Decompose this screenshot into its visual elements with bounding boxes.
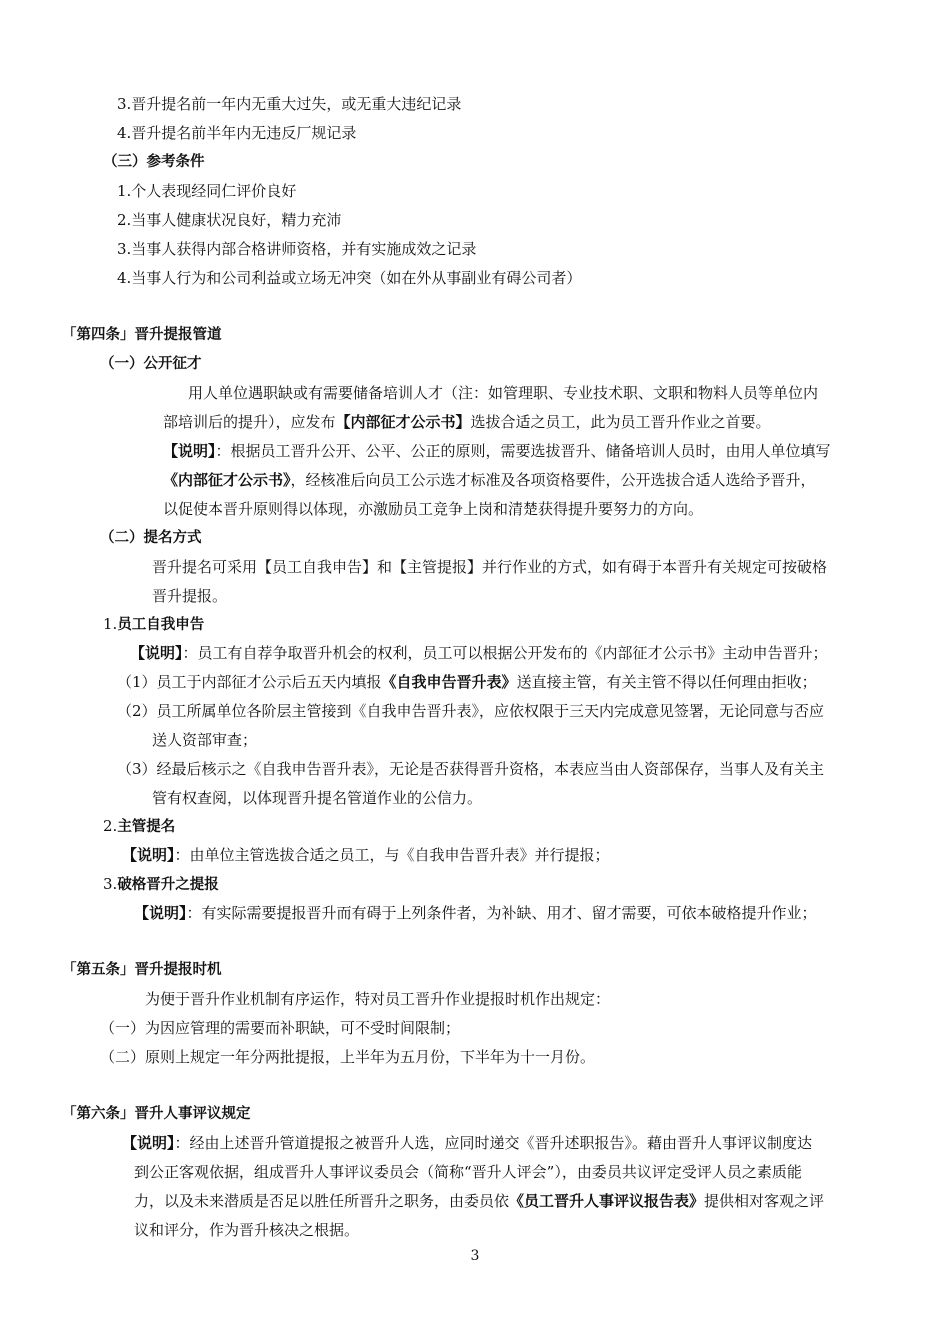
reference-conditions-heading: （三）参考条件 — [103, 154, 205, 170]
notice-doc-name: 【内部征才公示书】 — [335, 413, 471, 431]
note-label: 【说明】 — [122, 846, 175, 864]
note-label: 【说明】 — [122, 1134, 175, 1152]
article-4-title: 「第四条」晋升提报管道 — [62, 327, 222, 343]
supervisor-note — [122, 845, 610, 865]
note-label: 【说明】 — [163, 442, 216, 460]
nomination-line1: 晋升提名可采用【员工自我申告】和【主管提报】并行作业的方式，如有碍于本晋升有关规定可按破格 — [152, 558, 828, 576]
note-text: ：员工有自荐争取晋升机会的权利，员工可以根据公开发布的《内部征才公示书》主动申告晋升； — [182, 644, 828, 662]
open-recruit-note-line3: 以促使本晋升原则得以体现，亦激励员工竞争上岗和清楚获得提升要努力的方向。 — [163, 500, 704, 518]
article-6-line4: 议和评分，作为晋升核决之根据。 — [134, 1221, 360, 1239]
exceptional-note — [134, 903, 817, 923]
review-form-name: 《员工晋升人事评议报告表》 — [509, 1192, 705, 1210]
supervisor-title: 主管提名 — [117, 819, 176, 835]
item-text-end: 送直接主管，有关主管不得以任何理由拒收； — [516, 673, 817, 691]
reference-condition-1: 1.个人表现经同仁评价良好 — [117, 182, 297, 200]
line-text: 力，以及未来潜质是否足以胜任所晋升之职务，由委员依 — [134, 1192, 510, 1210]
article-5-intro: 为便于晋升作业机制有序运作，特对员工晋升作业提报时机作出规定： — [145, 990, 611, 1008]
article-5-title: 「第五条」晋升提报时机 — [62, 962, 222, 978]
self-report-number: 1. — [103, 615, 118, 633]
page-number: 3 — [470, 1248, 480, 1264]
note-label: 【说明】 — [134, 904, 187, 922]
line-text-end: 提供相对客观之评 — [704, 1192, 825, 1210]
article-6-line3 — [134, 1191, 824, 1211]
open-recruit-p1-line1: 用人单位遇职缺或有需要储备培训人才（注：如管理职、专业技术职、文职和物料人员等单位内 — [188, 384, 819, 402]
self-report-item-2-line2: 送人资部审查； — [152, 731, 258, 749]
exceptional-heading — [103, 874, 219, 895]
exceptional-title: 破格晋升之提报 — [117, 877, 219, 893]
self-report-form-name: 《自我申告晋升表》 — [381, 673, 517, 691]
article-6-line2: 到公正客观依据，组成晋升人事评议委员会（简称“晋升人评会”），由委员共议评定受评人员之素质能 — [134, 1163, 802, 1181]
open-recruit-note-line2 — [163, 470, 816, 490]
note-text: ：有实际需要提报晋升而有碍于上列条件者，为补缺、用才、留才需要，可依本破格提升作业； — [186, 904, 817, 922]
self-report-note — [130, 643, 828, 663]
notice-doc-name-2: 《内部征才公示书》 — [163, 471, 291, 489]
article-5-item-1: （一）为因应管理的需要而补职缺，可不受时间限制； — [100, 1019, 461, 1037]
open-recruit-p1-text-end: 选拔合适之员工，此为员工晋升作业之首要。 — [470, 413, 771, 431]
article-5-item-2: （二）原则上规定一年分两批提报，上半年为五月份，下半年为十一月份。 — [100, 1048, 596, 1066]
open-recruit-p1-text: 部培训后的提升），应发布 — [163, 413, 336, 431]
note-label: 【说明】 — [130, 644, 183, 662]
open-recruit-p1-line2 — [163, 412, 771, 432]
nomination-heading: （二）提名方式 — [100, 530, 202, 546]
open-recruit-heading: （一）公开征才 — [100, 356, 202, 372]
item-text: （1）员工于内部征才公示后五天内填报 — [117, 673, 382, 691]
open-recruit-note-line1 — [163, 441, 831, 461]
reference-condition-3: 3.当事人获得内部合格讲师资格，并有实施成效之记录 — [117, 240, 477, 258]
article-6-line1 — [122, 1133, 812, 1153]
reference-condition-2: 2.当事人健康状况良好，精力充沛 — [117, 211, 342, 229]
self-report-heading — [103, 614, 204, 635]
note-text: ：根据员工晋升公开、公平、公正的原则，需要选拔晋升、储备培训人员时，由用人单位填写 — [215, 442, 831, 460]
self-report-item-3-line2: 管有权查阅，以体现晋升提名管道作业的公信力。 — [152, 789, 483, 807]
nomination-line2: 晋升提报。 — [152, 587, 228, 605]
self-report-item-1 — [117, 672, 817, 692]
basic-condition-4: 4.晋升提名前半年内无违反厂规记录 — [117, 124, 357, 142]
reference-condition-4: 4.当事人行为和公司利益或立场无冲突（如在外从事副业有碍公司者） — [117, 269, 582, 287]
note-text: ：经由上述晋升管道提报之被晋升人选，应同时递交《晋升述职报告》。藉由晋升人事评议制度达 — [174, 1134, 813, 1152]
note-text-2: ，经核准后向员工公示选才标准及各项资格要件，公开选拔合适人选给予晋升， — [290, 471, 816, 489]
note-text: ：由单位主管选拔合适之员工，与《自我申告晋升表》并行提报； — [174, 846, 610, 864]
supervisor-heading — [103, 816, 175, 837]
self-report-item-3-line1: （3）经最后核示之《自我申告晋升表》，无论是否获得晋升资格，本表应当由人资部保存，当事人及有关主 — [117, 760, 825, 778]
exceptional-number: 3. — [103, 875, 118, 893]
self-report-item-2-line1: （2）员工所属单位各阶层主管接到《自我申告晋升表》，应依权限于三天内完成意见签署，无论同意与否应 — [117, 702, 825, 720]
article-6-title: 「第六条」晋升人事评议规定 — [62, 1106, 251, 1122]
supervisor-number: 2. — [103, 817, 118, 835]
basic-condition-3: 3.晋升提名前一年内无重大过失，或无重大违纪记录 — [117, 95, 462, 113]
self-report-title: 员工自我申告 — [117, 617, 205, 633]
